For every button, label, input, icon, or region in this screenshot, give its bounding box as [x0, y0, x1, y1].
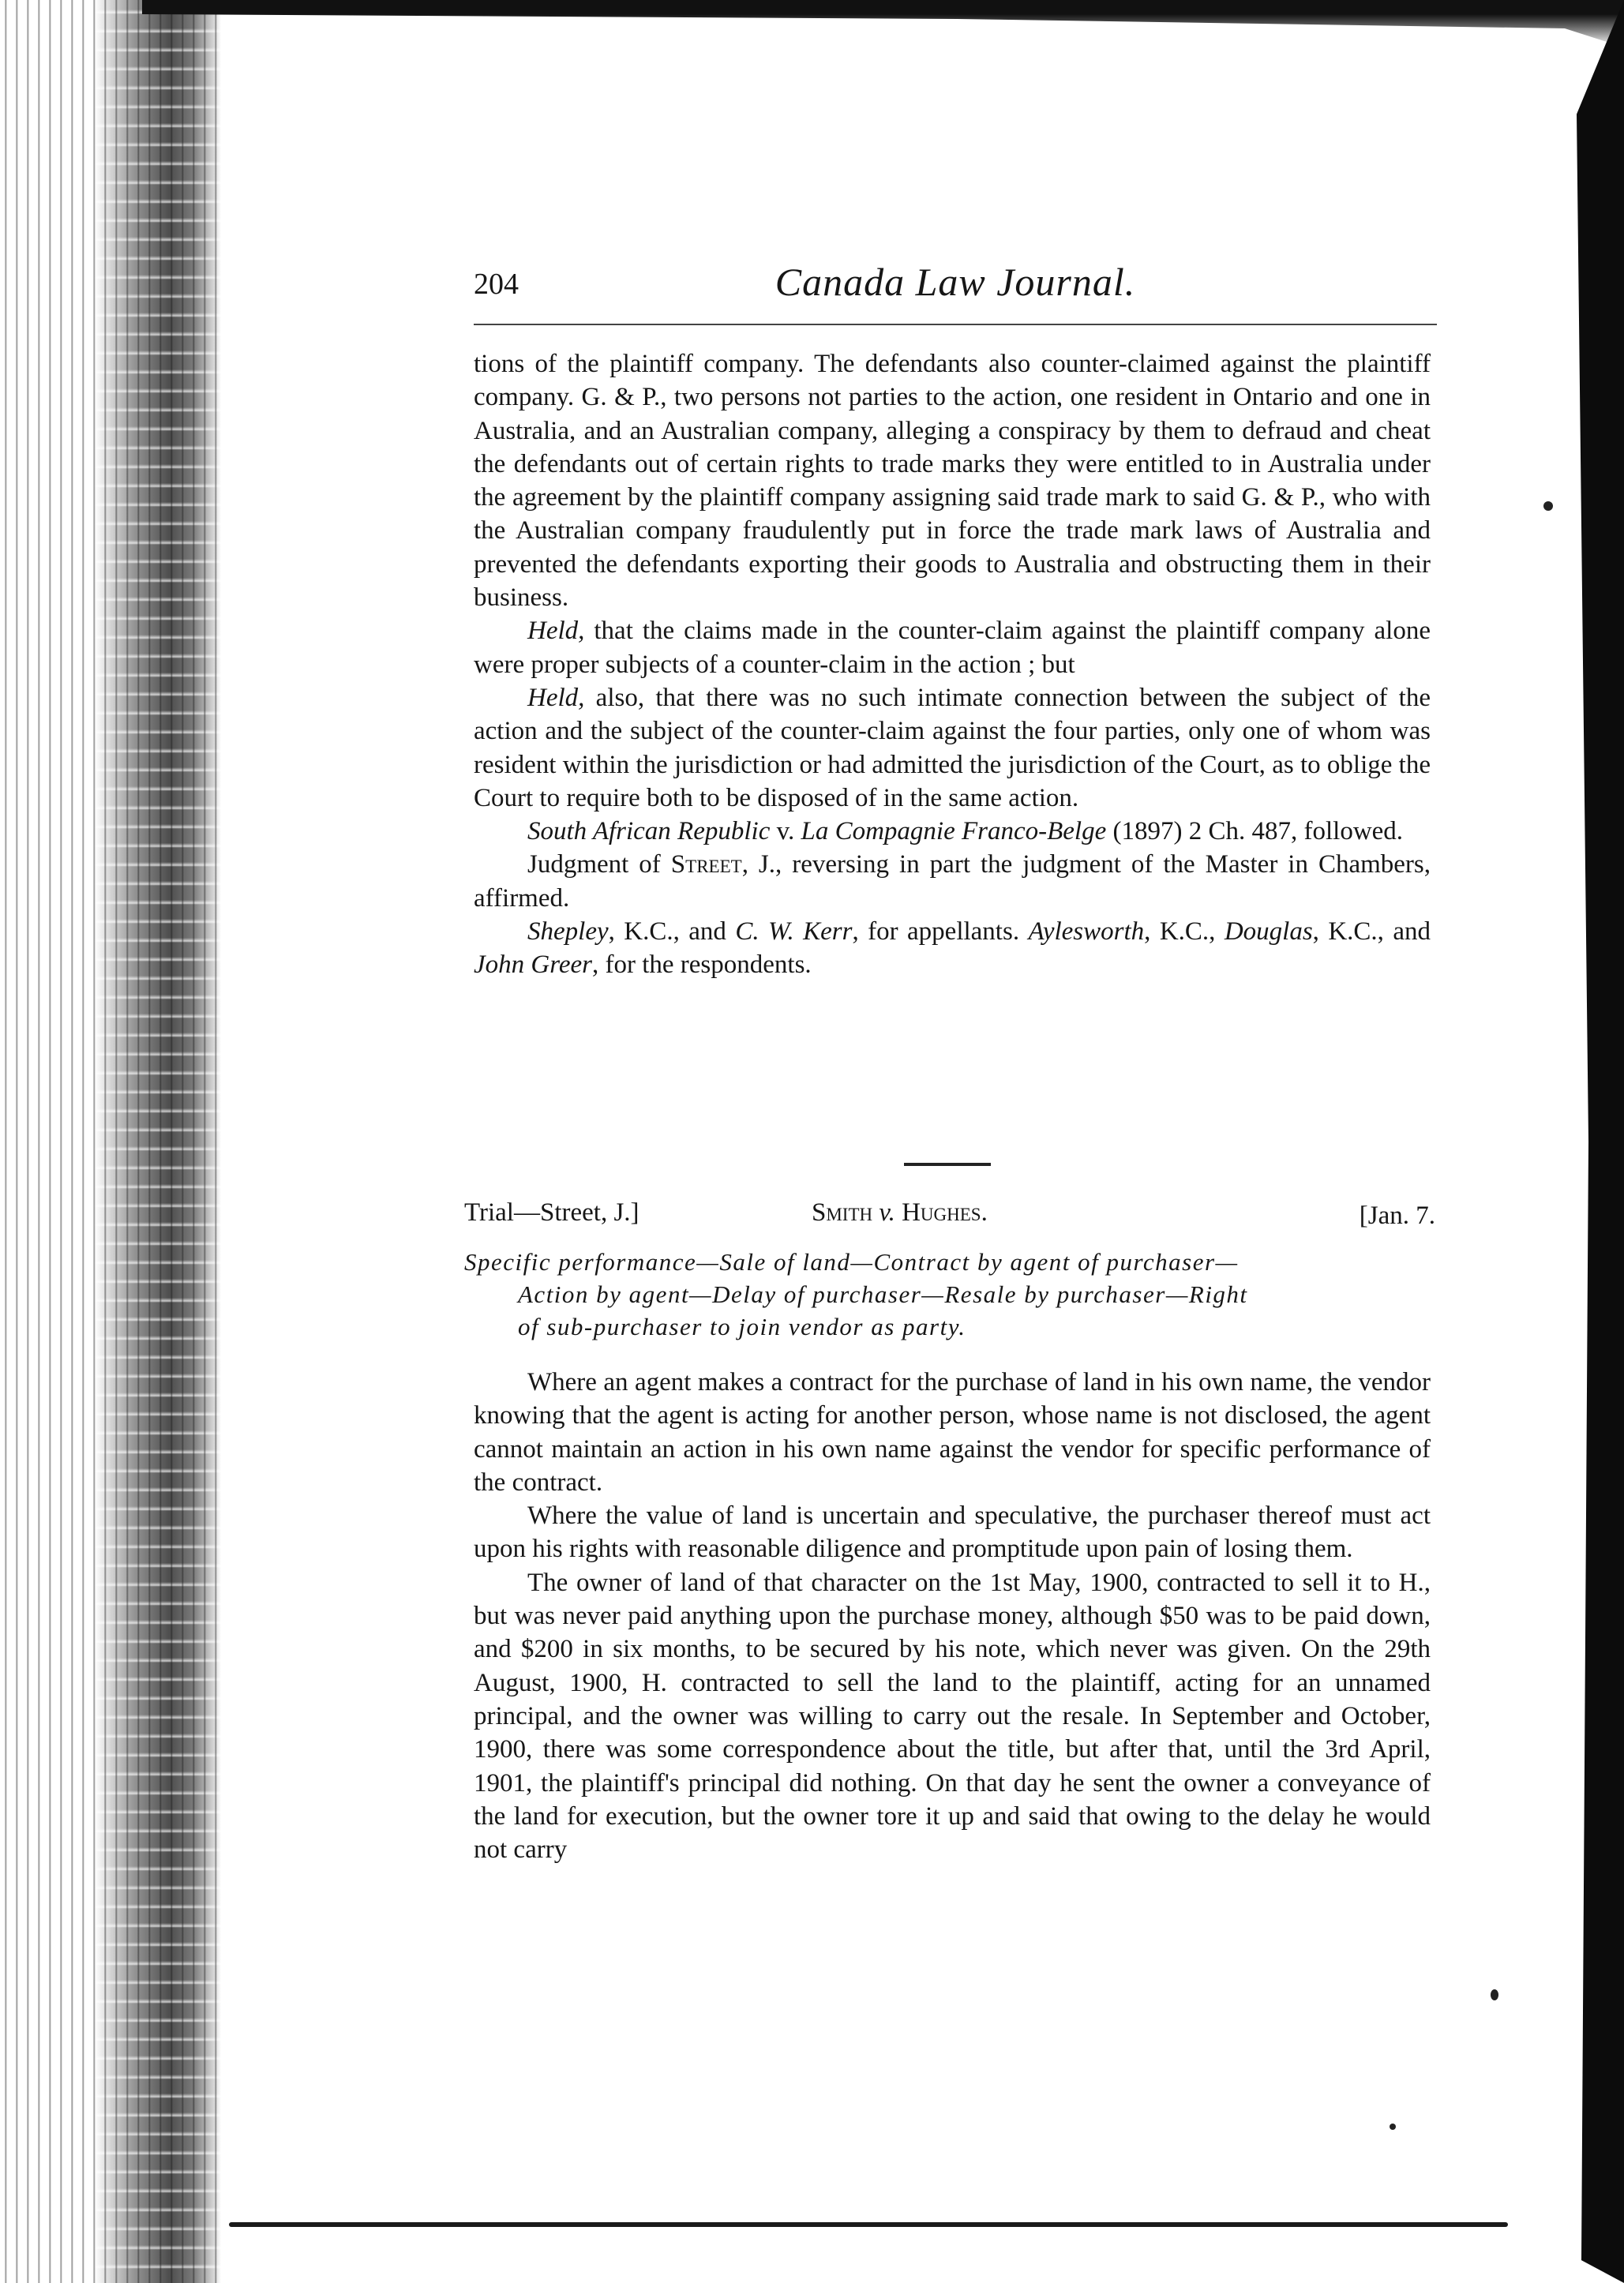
- counsel-text: , for the respondents.: [591, 950, 812, 980]
- scan-right-edge: [1577, 0, 1624, 2283]
- section-divider: [904, 1163, 991, 1166]
- case-heading: [464, 1198, 1435, 1236]
- headnote-line: Specific performance—Sale of land—Contract by agent of purchaser—: [464, 1248, 1239, 1276]
- counsel-name: Shepley: [527, 917, 609, 947]
- versus: v.: [879, 1198, 895, 1227]
- held-text: also, that there was no such intimate connection between the subject of the action and the subject of the counter-claim against the four parties, only one of whom was resident within the jurisdiction or had admitted the jurisdiction of the Court, as to oblige the Court to require both to be disposed of in the same action.: [474, 683, 1431, 812]
- page-header: [474, 253, 1437, 325]
- counsel-paragraph: [474, 915, 1431, 982]
- running-title: Canada Law Journal.: [774, 260, 1136, 304]
- judge-name: Street: [670, 850, 742, 879]
- case-headnote: [464, 1246, 1435, 1343]
- case-party: Smith: [812, 1198, 880, 1227]
- headnote-line: of sub-purchaser to join vendor as party.: [518, 1313, 966, 1340]
- case-body: [474, 1366, 1431, 1866]
- page-number: 204: [474, 268, 519, 301]
- counsel-name: John Greer: [474, 950, 592, 980]
- case-continuation: [474, 347, 1431, 982]
- counsel-text: , K.C., and: [1312, 917, 1431, 947]
- paragraph: tions of the plaintiff company. The defendants also counter-claimed against the plaintiff company. G. & P., two persons not parties to the action, one resident in Ontario and one in Australia, and an Australian company, alleging a conspiracy by them to defraud and cheat the defendants out of certain rights to trade marks they were entitled to in Australia under the agreement by the plaintiff company assigning said trade mark to said G. & P., who with the Australian company fraudulently put in force the trade mark laws of Australia and prevented the defendants exporting their goods to Australia and obstructing them in their business.: [474, 350, 1431, 613]
- citation-paragraph: [474, 815, 1431, 848]
- counsel-text: , K.C.,: [1144, 917, 1225, 947]
- held-paragraph-1: [474, 614, 1431, 681]
- scan-binding-shadow: [0, 0, 221, 2283]
- cited-case-name: South African Republic: [527, 817, 771, 846]
- counsel-text: , for appellants.: [852, 917, 1029, 947]
- held-paragraph-2: [474, 681, 1431, 815]
- headnote-line: Action by agent—Delay of purchaser—Resale by purchaser—Right: [518, 1280, 1248, 1308]
- case-date: [Jan. 7.: [1359, 1201, 1435, 1230]
- held-label: Held,: [527, 617, 585, 646]
- held-label: Held,: [527, 683, 585, 712]
- scan-speck: [1390, 2124, 1396, 2130]
- scan-bottom-edge: [229, 2222, 1508, 2227]
- citation-reference: (1897) 2 Ch. 487, followed.: [1106, 817, 1404, 846]
- case-name: [812, 1198, 988, 1228]
- paragraph: Where an agent makes a contract for the purchase of land in his own name, the vendor knowing that the agent is acting for another person, whose name is not disclosed, the agent cannot maintain an action in his own name against the vendor for specific performance of the contract.: [474, 1368, 1431, 1497]
- case-party: Hughes.: [895, 1198, 988, 1227]
- versus: v.: [770, 817, 801, 846]
- judgment-paragraph: [474, 848, 1431, 915]
- paragraph: The owner of land of that character on the 1st May, 1900, contracted to sell it to H., but was never paid anything upon the purchase money, although $50 was to be paid down, and $200 in six months, to be secured by his note, which never was given. On the 29th August, 1900, H. contracted to sell the land to the plaintiff, acting for an unnamed principal, and the owner was willing to carry out the resale. In September and October, 1900, there was some correspondence about the title, but after that, until the 3rd April, 1901, the plaintiff's principal did nothing. On that day he sent the owner a conveyance of the land for execution, but the owner tore it up and said that owing to the delay he would not carry: [474, 1568, 1431, 1865]
- counsel-name: C. W. Kerr: [735, 917, 853, 947]
- paragraph: Where the value of land is uncertain and speculative, the purchaser thereof must act upon his rights with reasonable diligence and promptitude upon pain of losing them.: [474, 1501, 1431, 1564]
- scan-speck: [1491, 1989, 1498, 2000]
- case-court: Trial—Street, J.]: [464, 1198, 639, 1227]
- judgment-text: , J., reversing in part the judgment of the Master in Chambers, affirmed.: [474, 850, 1431, 913]
- scan-top-edge: [142, 0, 1624, 47]
- counsel-name: Douglas: [1224, 917, 1313, 947]
- counsel-text: , K.C., and: [608, 917, 736, 947]
- scan-speck: [1543, 501, 1553, 511]
- counsel-name: Aylesworth: [1028, 917, 1145, 947]
- held-text: that the claims made in the counter-claim against the plaintiff company alone were proper subjects of a counter-claim in the action ; but: [474, 617, 1431, 679]
- judgment-text: Judgment of: [527, 850, 671, 879]
- cited-party-name: La Compagnie Franco-Belge: [801, 817, 1107, 846]
